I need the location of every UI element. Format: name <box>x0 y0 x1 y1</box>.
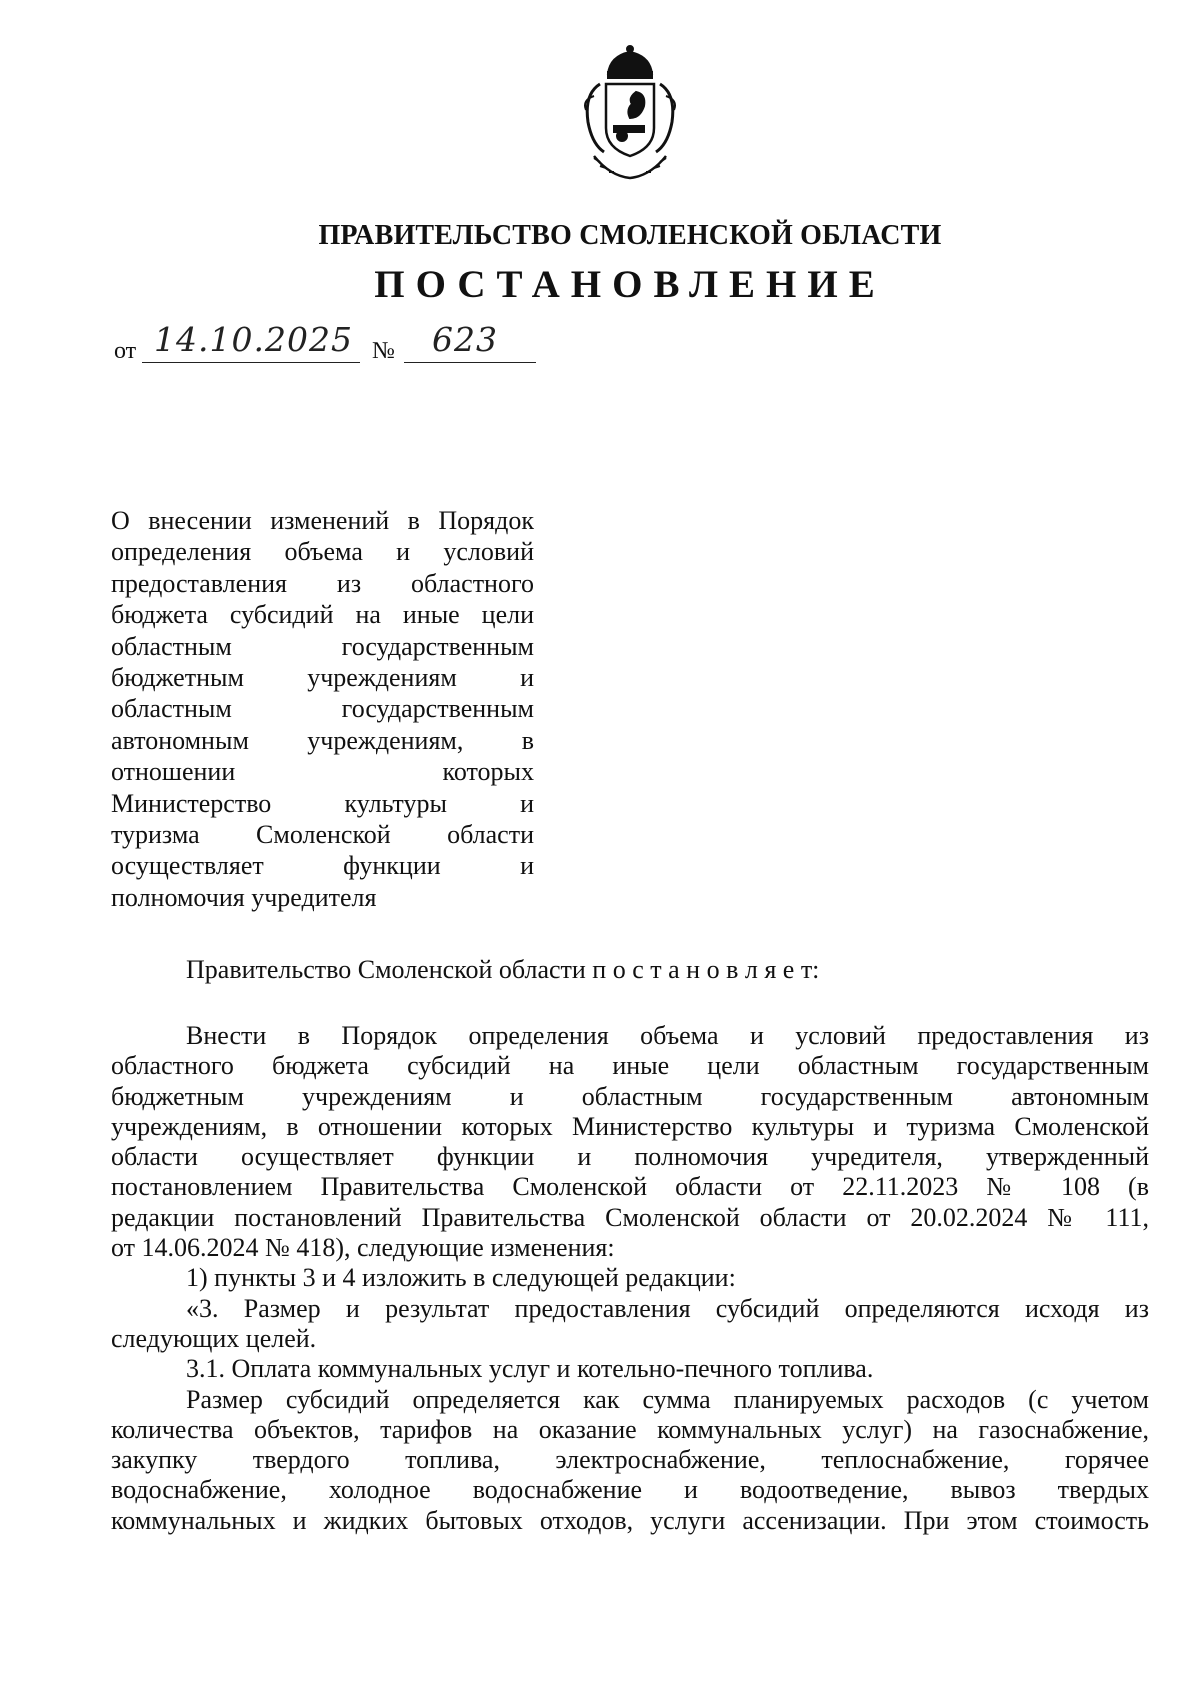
body-line: закупку твердого топлива, электроснабжение, теплоснабжение, горячее <box>111 1445 1149 1475</box>
body-line: от 14.06.2024 № 418), следующие изменения: <box>111 1233 615 1263</box>
body-line: постановлением Правительства Смоленской области от 22.11.2023 № 108 (в <box>111 1172 1149 1202</box>
handwritten-number: 623 <box>432 320 498 359</box>
body-line: Размер субсидий определяется как сумма планируемых расходов (с учетом <box>186 1384 1149 1414</box>
subject-line: определения объема и условий <box>111 537 534 567</box>
subject-line: полномочия учредителя <box>111 882 377 912</box>
body-line: «3. Размер и результат предоставления субсидий определяются исходя из <box>186 1293 1149 1323</box>
document-body <box>111 1021 1149 1536</box>
smolensk-coat-of-arms-icon <box>570 44 690 184</box>
subject-line: бюджетным учреждениям и <box>111 662 534 692</box>
document-type-title: ПОСТАНОВЛЕНИЕ <box>374 263 886 306</box>
body-line: 3.1. Оплата коммунальных услуг и котельно-печного топлива. <box>186 1354 874 1384</box>
date-underline <box>142 362 360 363</box>
body-line: бюджетным учреждениям и областным государственным автономным <box>111 1081 1149 1111</box>
subject-line: О внесении изменений в Порядок <box>111 506 534 535</box>
body-line: редакции постановлений Правительства Смоленской области от 20.02.2024 № 111, <box>111 1202 1149 1232</box>
subject-line: бюджета субсидий на иные цели <box>111 600 534 630</box>
resolve-clause: Правительство Смоленской области п о с т а н о в л я е т: <box>186 955 820 984</box>
subject-line: Министерство культуры и <box>111 788 534 818</box>
number-underline <box>404 362 536 363</box>
document-subject <box>111 505 534 913</box>
subject-line: туризма Смоленской области <box>111 819 534 849</box>
subject-line: осуществляет функции и <box>111 851 534 881</box>
subject-line: областным государственным <box>111 694 534 724</box>
date-from-label: от <box>114 338 137 364</box>
number-label: № <box>372 338 395 364</box>
body-line: областного бюджета субсидий на иные цели областным государственным <box>111 1051 1149 1081</box>
body-line: количества объектов, тарифов на оказание коммунальных услуг) на газоснабжение, <box>111 1414 1149 1444</box>
subject-line: автономным учреждениям, в <box>111 725 534 755</box>
body-line: коммунальных и жидких бытовых отходов, услуги ассенизации. При этом стоимость <box>111 1505 1149 1535</box>
subject-line: отношении которых <box>111 757 534 787</box>
body-line: следующих целей. <box>111 1323 317 1353</box>
body-line: водоснабжение, холодное водоснабжение и водоотведение, вывоз твердых <box>111 1475 1149 1505</box>
subject-line: областным государственным <box>111 631 534 661</box>
handwritten-date: 14.10.2025 <box>154 320 353 359</box>
body-line: области осуществляет функции и полномочия учредителя, утвержденный <box>111 1142 1149 1172</box>
subject-line: предоставления из областного <box>111 568 534 598</box>
body-line: 1) пункты 3 и 4 изложить в следующей редакции: <box>186 1263 736 1293</box>
body-line: учреждениям, в отношении которых Министерство культуры и туризма Смоленской <box>111 1111 1149 1141</box>
government-name: ПРАВИТЕЛЬСТВО СМОЛЕНСКОЙ ОБЛАСТИ <box>318 220 942 251</box>
body-line: Внести в Порядок определения объема и условий предоставления из <box>186 1021 1149 1050</box>
